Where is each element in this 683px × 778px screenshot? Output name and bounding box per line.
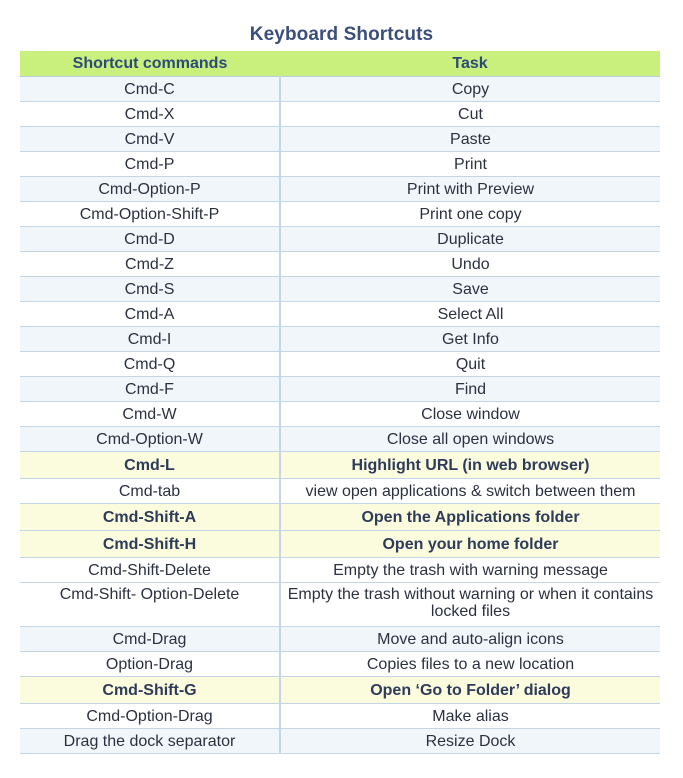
- task-cell: Copies files to a new location: [280, 652, 660, 677]
- task-cell: Empty the trash with warning message: [280, 558, 660, 583]
- shortcut-cell: Cmd-V: [20, 127, 280, 152]
- task-cell: Resize Dock: [280, 729, 660, 754]
- task-cell: Copy: [280, 77, 660, 102]
- shortcut-cell: Cmd-Shift-A: [20, 504, 280, 531]
- table-row: [20, 583, 660, 627]
- task-cell: Print with Preview: [280, 177, 660, 202]
- task-cell: Open the Applications folder: [280, 504, 660, 531]
- table-row: [20, 377, 660, 402]
- shortcut-cell: Drag the dock separator: [20, 729, 280, 754]
- shortcut-cell: Cmd-Option-Drag: [20, 704, 280, 729]
- table-row: [20, 302, 660, 327]
- shortcut-cell: Cmd-D: [20, 227, 280, 252]
- column-header-task: Task: [280, 51, 660, 77]
- table-row: [20, 102, 660, 127]
- shortcut-cell: Cmd-A: [20, 302, 280, 327]
- table-row-highlighted: [20, 504, 660, 531]
- task-cell: Close window: [280, 402, 660, 427]
- table-row: [20, 177, 660, 202]
- shortcut-cell: Cmd-Option-P: [20, 177, 280, 202]
- task-cell: Quit: [280, 352, 660, 377]
- task-cell: Find: [280, 377, 660, 402]
- shortcut-cell: Cmd-Shift- Option-Delete: [20, 583, 280, 627]
- task-cell: Move and auto-align icons: [280, 627, 660, 652]
- table-row: [20, 402, 660, 427]
- column-header-shortcut: Shortcut commands: [20, 51, 280, 77]
- table-row: [20, 704, 660, 729]
- shortcut-cell: Cmd-I: [20, 327, 280, 352]
- shortcut-cell: Cmd-Shift-H: [20, 531, 280, 558]
- shortcut-cell: Cmd-Drag: [20, 627, 280, 652]
- shortcut-cell: Cmd-Shift-G: [20, 677, 280, 704]
- shortcut-cell: Cmd-X: [20, 102, 280, 127]
- table-row: [20, 227, 660, 252]
- shortcut-cell: Cmd-S: [20, 277, 280, 302]
- task-cell: Save: [280, 277, 660, 302]
- task-cell: Duplicate: [280, 227, 660, 252]
- shortcut-cell: Cmd-Q: [20, 352, 280, 377]
- task-cell: view open applications & switch between them: [280, 479, 660, 504]
- table-row: [20, 427, 660, 452]
- shortcut-cell: Cmd-tab: [20, 479, 280, 504]
- shortcut-cell: Cmd-Option-Shift-P: [20, 202, 280, 227]
- table-row: [20, 627, 660, 652]
- shortcuts-table: [20, 51, 660, 754]
- shortcut-cell: Cmd-Option-W: [20, 427, 280, 452]
- task-cell: Highlight URL (in web browser): [280, 452, 660, 479]
- task-cell: Make alias: [280, 704, 660, 729]
- table-row: [20, 652, 660, 677]
- shortcut-cell: Cmd-P: [20, 152, 280, 177]
- task-cell: Close all open windows: [280, 427, 660, 452]
- shortcut-cell: Cmd-W: [20, 402, 280, 427]
- task-cell: Open ‘Go to Folder’ dialog: [280, 677, 660, 704]
- shortcut-cell: Cmd-Z: [20, 252, 280, 277]
- shortcut-cell: Cmd-L: [20, 452, 280, 479]
- table-row-highlighted: [20, 677, 660, 704]
- task-cell: Paste: [280, 127, 660, 152]
- table-row: [20, 558, 660, 583]
- table-row: [20, 277, 660, 302]
- table-row: [20, 352, 660, 377]
- task-cell: Empty the trash without warning or when it contains locked files: [280, 583, 660, 627]
- table-row: [20, 252, 660, 277]
- table-header-row: [20, 51, 660, 77]
- task-cell: Cut: [280, 102, 660, 127]
- shortcut-cell: Option-Drag: [20, 652, 280, 677]
- task-cell: Print one copy: [280, 202, 660, 227]
- task-cell: Get Info: [280, 327, 660, 352]
- task-cell: Open your home folder: [280, 531, 660, 558]
- task-cell: Print: [280, 152, 660, 177]
- table-row-highlighted: [20, 531, 660, 558]
- task-cell: Select All: [280, 302, 660, 327]
- table-row-highlighted: [20, 452, 660, 479]
- table-row: [20, 202, 660, 227]
- shortcut-cell: Cmd-C: [20, 77, 280, 102]
- table-row: [20, 77, 660, 102]
- table-row: [20, 152, 660, 177]
- table-row: [20, 127, 660, 152]
- page-title: Keyboard Shortcuts: [249, 24, 434, 45]
- shortcut-cell: Cmd-F: [20, 377, 280, 402]
- shortcut-cell: Cmd-Shift-Delete: [20, 558, 280, 583]
- table-row: [20, 729, 660, 754]
- table-row: [20, 327, 660, 352]
- table-row: [20, 479, 660, 504]
- task-cell: Undo: [280, 252, 660, 277]
